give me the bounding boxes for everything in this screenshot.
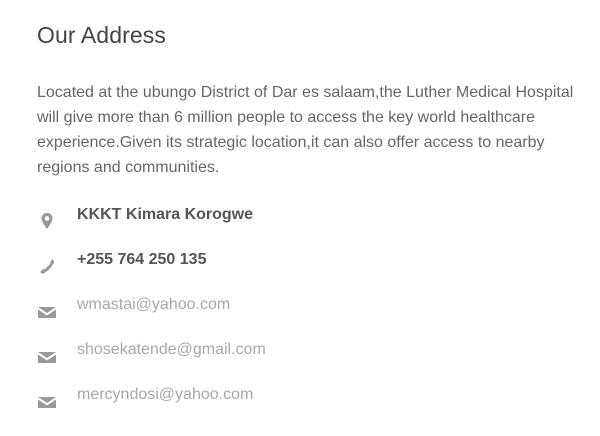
contact-row-email-2 [0, 341, 600, 371]
contact-email-link[interactable]: wmastai@yahoo.com [77, 296, 231, 313]
contact-row-email-1 [0, 296, 600, 326]
address-description: Located at the ubungo District of Dar es salaam,the Luther Medical Hospital will give more than 6 million people to access the key world healthcare experience.Given its strategic location,it can also offer access to nearby regions and communities. [37, 84, 574, 176]
contact-row-email-3 [0, 386, 600, 416]
envelope-icon [37, 302, 57, 322]
location-pin-icon [37, 211, 57, 231]
section-title: Our Address [37, 22, 166, 48]
contact-row-address [0, 206, 600, 236]
contact-email-link[interactable]: mercyndosi@yahoo.com [77, 386, 254, 403]
contact-row-phone [0, 251, 600, 281]
contact-email-link[interactable]: shosekatende@gmail.com [77, 341, 266, 358]
contact-address: KKKT Kimara Korogwe [77, 206, 254, 223]
phone-icon [37, 256, 57, 276]
envelope-icon [37, 392, 57, 412]
contact-phone[interactable]: +255 764 250 135 [77, 251, 207, 268]
envelope-icon [37, 347, 57, 367]
